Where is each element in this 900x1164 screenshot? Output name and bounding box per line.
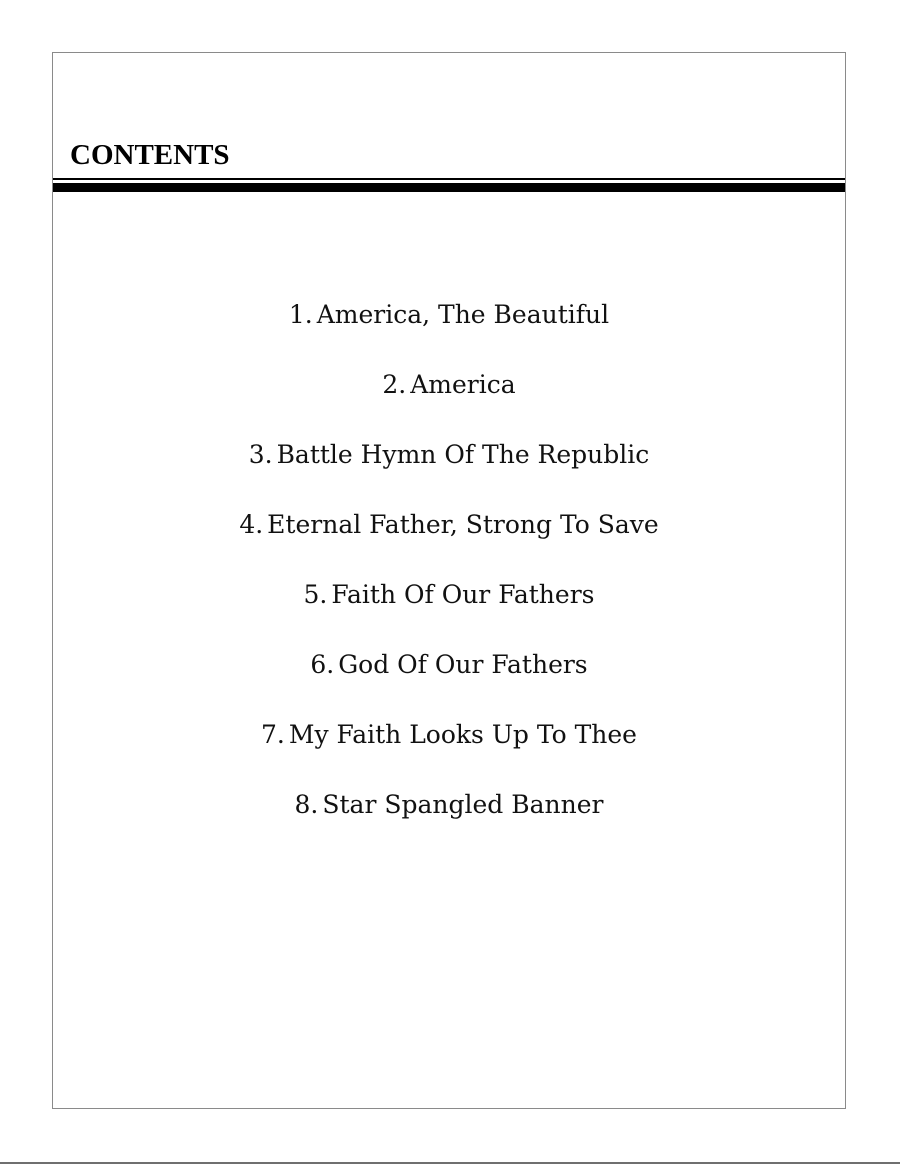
toc-entry-number: 3. (248, 440, 273, 469)
toc-entry-8 (53, 781, 845, 851)
toc-entry-number: 7. (261, 720, 285, 749)
toc-entry-number: 2. (382, 370, 407, 399)
toc-entry-3 (53, 431, 845, 501)
toc-entry-number: 8. (294, 790, 319, 819)
toc-entry-1 (53, 291, 845, 361)
toc-entry-number: 6. (310, 650, 335, 679)
toc-entry-number: 5. (303, 580, 328, 609)
toc-entry-7 (53, 711, 845, 781)
toc-entry-number: 1. (288, 300, 313, 329)
toc-entry-number: 4. (239, 510, 264, 539)
heading-rule-thick (53, 183, 845, 192)
document-page (52, 52, 846, 1109)
heading-rule-thin (53, 178, 845, 180)
toc-entry-title: Star Spangled Banner (322, 790, 604, 819)
toc-entry-5 (53, 571, 845, 641)
page-title: CONTENTS (70, 139, 230, 171)
toc-entry-4 (53, 501, 845, 571)
toc-entry-title: Faith Of Our Fathers (331, 580, 595, 609)
toc-entry-2 (53, 361, 845, 431)
toc-entry-title: God Of Our Fathers (338, 650, 588, 679)
toc-entry-title: Battle Hymn Of The Republic (276, 440, 650, 469)
toc-entry-title: America, The Beautiful (316, 300, 610, 329)
toc-entry-6 (53, 641, 845, 711)
toc-entry-title: My Faith Looks Up To Thee (288, 720, 637, 749)
toc-entry-title: America (410, 370, 516, 399)
toc-entry-title: Eternal Father, Strong To Save (267, 510, 659, 539)
table-of-contents (53, 291, 845, 851)
